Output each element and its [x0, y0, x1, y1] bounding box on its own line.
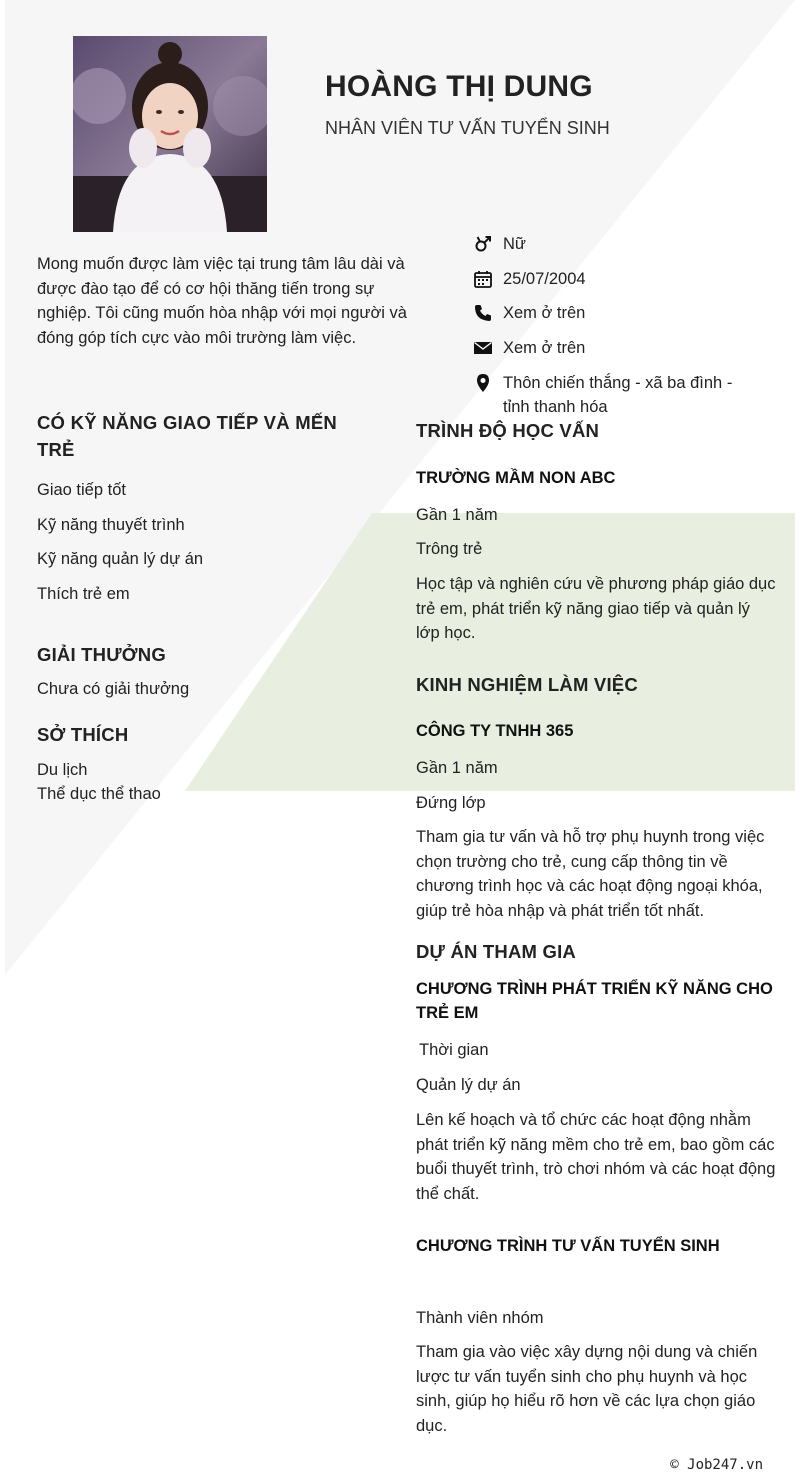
experience-description: Tham gia tư vấn và hỗ trợ phụ huynh trong việc chọn trường cho trẻ, cung cấp thông tin về chương trình học và các hoạt động ngoại khóa, giúp trẻ hòa nhập và phát triển tốt nhất.: [416, 828, 765, 920]
skill-item: Kỹ năng thuyết trình: [37, 516, 185, 534]
contact-gender: [472, 232, 743, 256]
candidate-name: HOÀNG THỊ DUNG: [325, 70, 593, 103]
gender-icon: [472, 233, 494, 255]
footer-copyright: © Job247.vn: [670, 1457, 763, 1473]
education-duration: Gần 1 năm: [416, 506, 498, 524]
hobbies-title: SỞ THÍCH: [37, 724, 129, 745]
map-pin-icon: [472, 372, 494, 394]
project-role: Thành viên nhóm: [416, 1309, 544, 1327]
education-description: Học tập và nghiên cứu về phương pháp giáo dục trẻ em, phát triển kỹ năng giao tiếp và quản lý lớp học.: [416, 575, 776, 642]
skill-item: Kỹ năng quản lý dự án: [37, 550, 204, 568]
email-value: Xem ở trên: [503, 339, 586, 357]
project-description: Tham gia vào việc xây dựng nội dung và chiến lược tư vấn tuyển sinh cho phụ huynh và học sinh, giúp họ hiểu rõ hơn về các lựa chọn giáo dục.: [416, 1343, 758, 1435]
project-role: Quản lý dự án: [416, 1076, 521, 1094]
career-objective: Mong muốn được làm việc tại trung tâm lâu dài và được đào tạo để có cơ hội thăng tiến trong sự nghiệp. Tôi cũng muốn hòa nhập với mọi người và đóng góp tích cực vào môi trường làm việc.: [37, 255, 407, 347]
birthday-value: 25/07/2004: [503, 270, 586, 288]
hobby-item: Thể dục thể thao: [37, 785, 161, 803]
project-name: CHƯƠNG TRÌNH TƯ VẤN TUYỂN SINH: [416, 1237, 720, 1255]
experience-duration: Gần 1 năm: [416, 759, 498, 777]
project-name: CHƯƠNG TRÌNH PHÁT TRIỂN KỸ NĂNG CHO TRẺ EM: [416, 980, 773, 1022]
skill-item: Giao tiếp tốt: [37, 481, 126, 499]
projects-title: DỰ ÁN THAM GIA: [416, 941, 576, 962]
skills-title: CÓ KỸ NĂNG GIAO TIẾP VÀ MẾN TRẺ: [37, 412, 337, 460]
envelope-icon: [472, 337, 494, 359]
project-time: Thời gian: [419, 1041, 489, 1059]
hobby-item: Du lịch: [37, 761, 88, 779]
awards-title: GIẢI THƯỞNG: [37, 644, 166, 665]
education-school: TRƯỜNG MẦM NON ABC: [416, 469, 616, 487]
calendar-icon: [472, 268, 494, 290]
project-description: Lên kế hoạch và tổ chức các hoạt động nhằm phát triển kỹ năng mềm cho trẻ em, bao gồm các buổi thuyết trình, trò chơi nhóm và các hoạt động thể chất.: [416, 1111, 776, 1203]
education-title: TRÌNH ĐỘ HỌC VẤN: [416, 420, 600, 441]
skill-item: Thích trẻ em: [37, 585, 130, 603]
education-major: Trông trẻ: [416, 540, 483, 558]
contact-birthday: [472, 267, 743, 291]
phone-icon: [472, 302, 494, 324]
experience-role: Đứng lớp: [416, 794, 486, 812]
phone-value: Xem ở trên: [503, 304, 586, 322]
experience-company: CÔNG TY TNHH 365: [416, 722, 574, 740]
award-item: Chưa có giải thưởng: [37, 680, 190, 698]
profile-photo: [73, 36, 267, 232]
contact-address: [472, 371, 743, 419]
experience-title: KINH NGHIỆM LÀM VIỆC: [416, 674, 638, 695]
avatar: [73, 36, 267, 232]
contact-phone: [472, 301, 743, 325]
contact-email: [472, 336, 743, 360]
address-value: Thôn chiến thắng - xã ba đình - tỉnh thanh hóa: [503, 374, 733, 416]
gender-value: Nữ: [503, 235, 526, 253]
candidate-position: NHÂN VIÊN TƯ VẤN TUYỂN SINH: [325, 118, 610, 138]
